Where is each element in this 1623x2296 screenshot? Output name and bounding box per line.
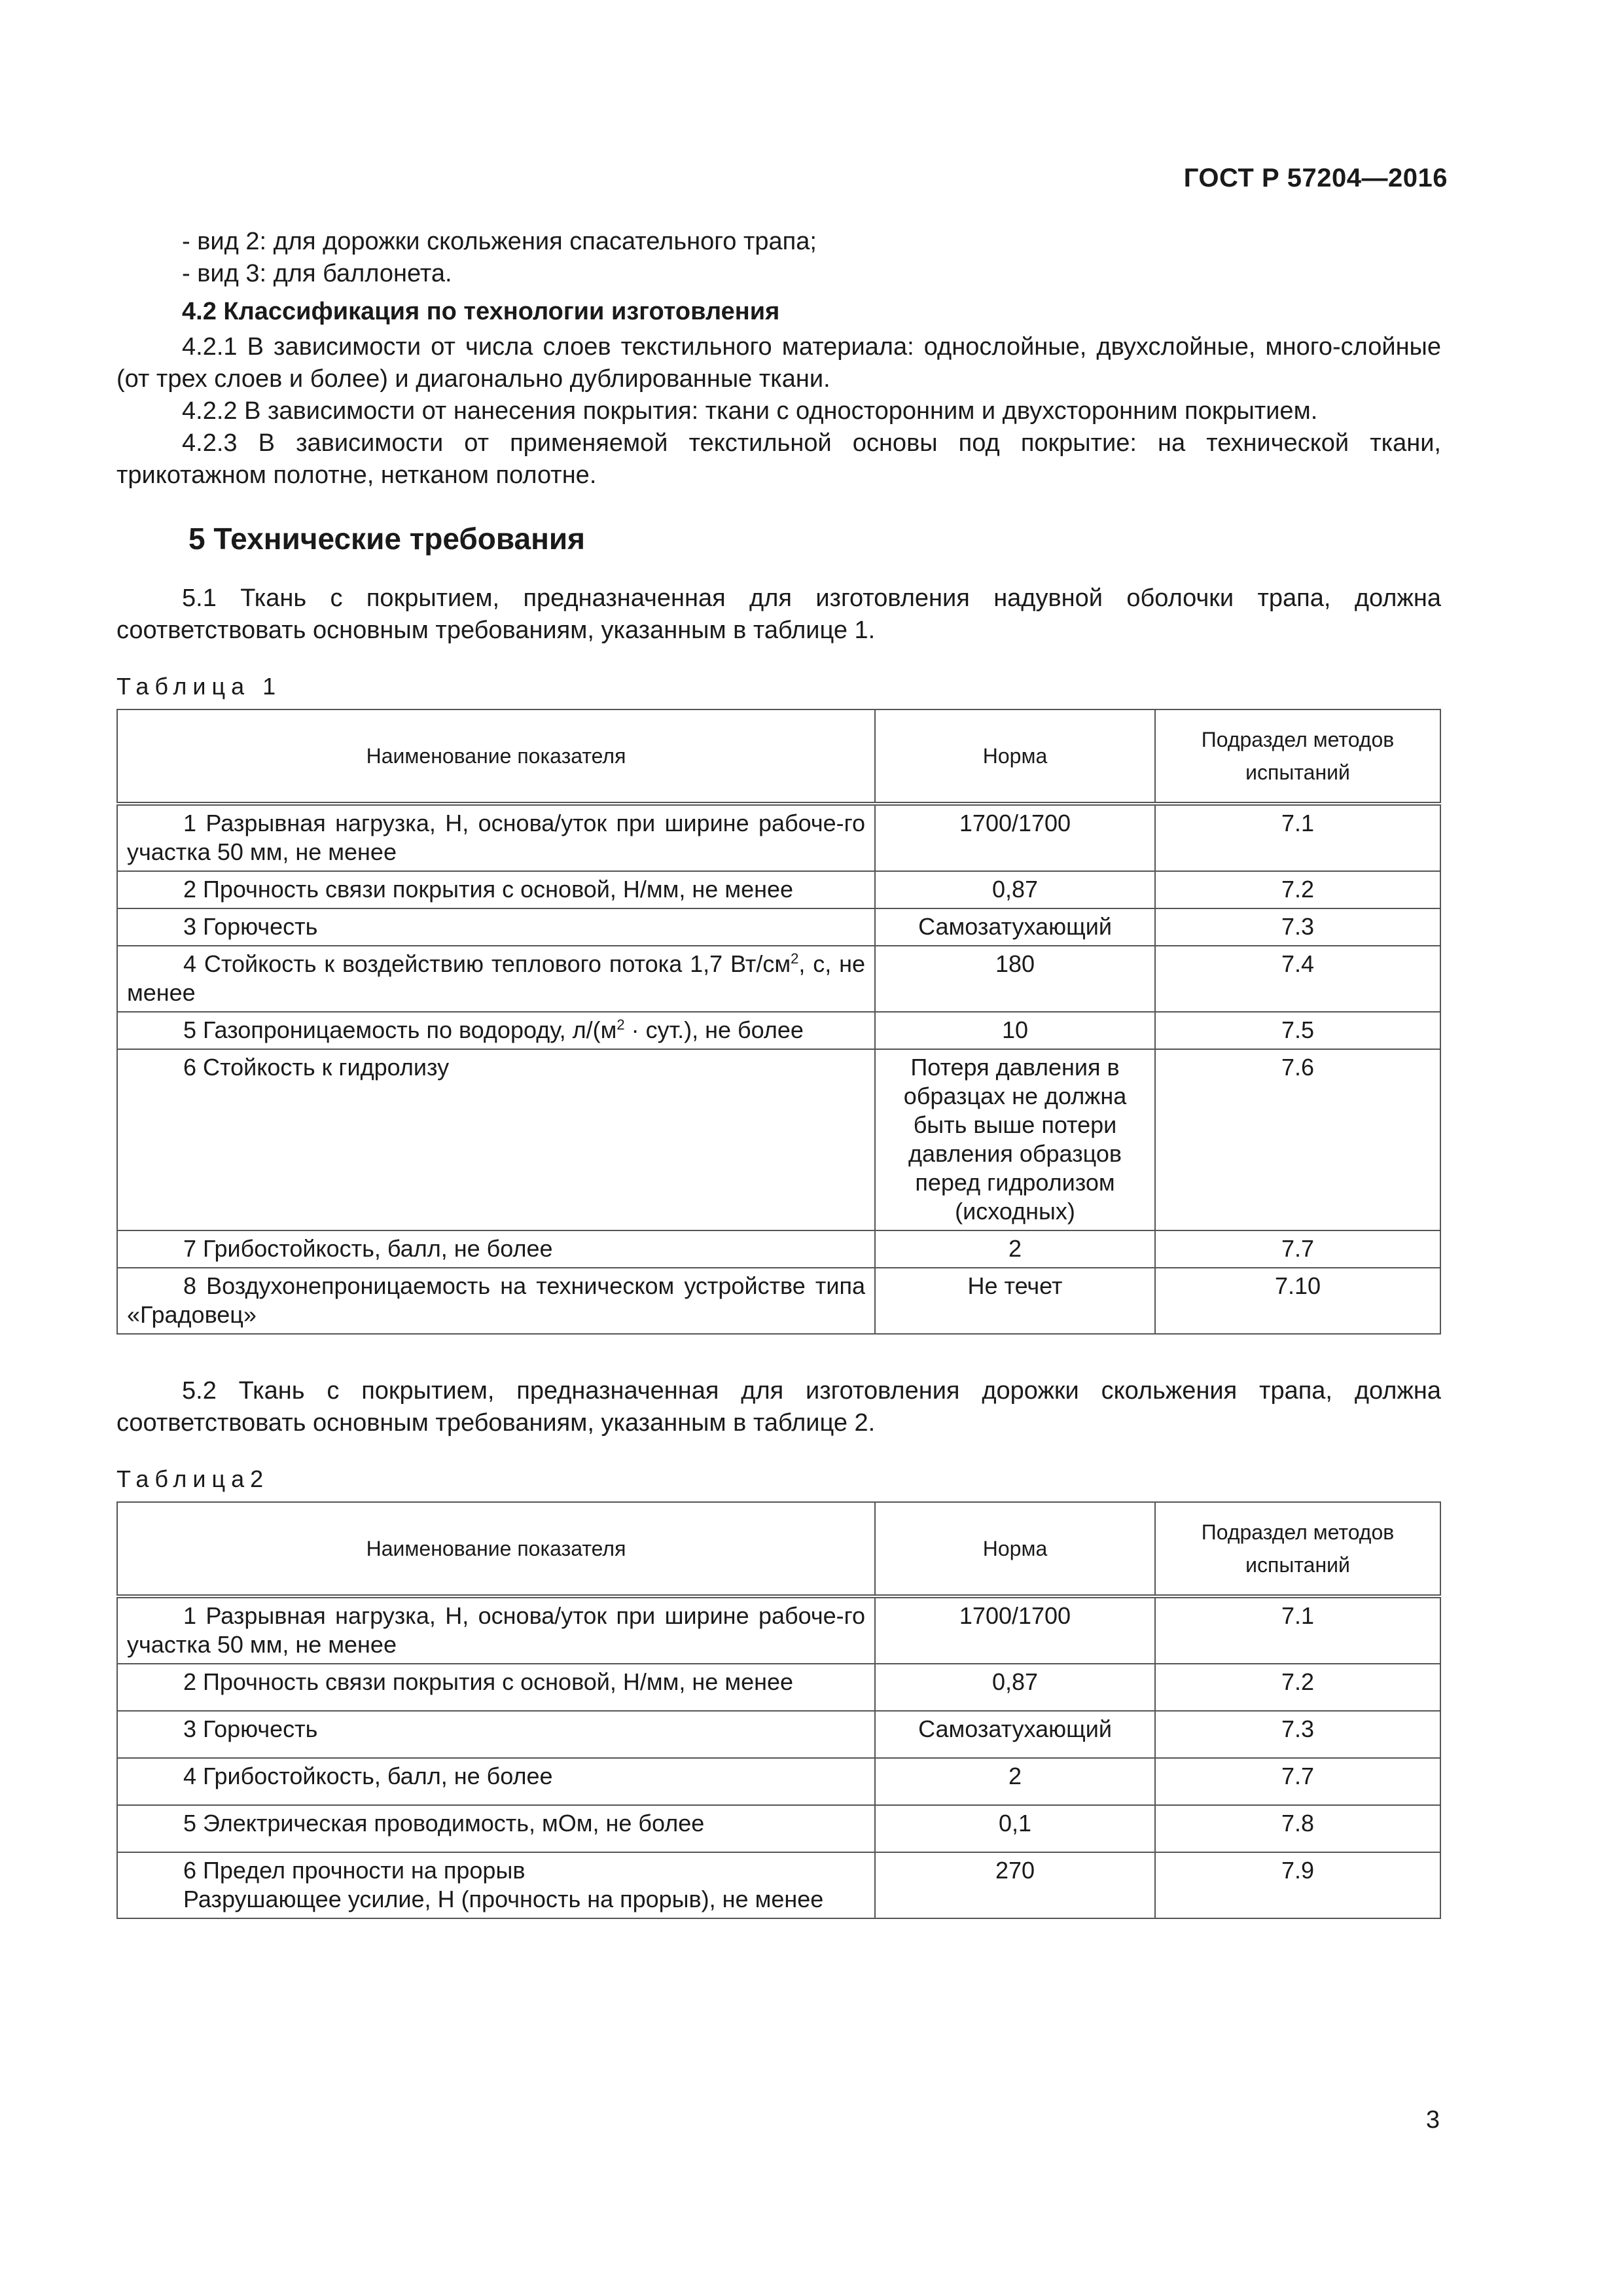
indicator-name-text: , с, не менее — [127, 950, 865, 1006]
indicator-name: 2 Прочность связи покрытия с основой, Н/мм, не менее — [117, 1664, 875, 1711]
table-row — [117, 871, 1440, 908]
norm-value: 0,1 — [875, 1805, 1155, 1852]
indicator-name: 1 Разрывная нагрузка, Н, основа/уток при ширине рабоче-го участка 50 мм, не менее — [117, 804, 875, 871]
table-row — [117, 804, 1440, 871]
list-item: - вид 2: для дорожки скольжения спасательного трапа; — [182, 228, 817, 255]
document-id: ГОСТ Р 57204—2016 — [1183, 164, 1448, 192]
indicator-name: 2 Прочность связи покрытия с основой, Н/мм, не менее — [117, 871, 875, 908]
table-row — [117, 1012, 1440, 1049]
table-header-row — [117, 1502, 1440, 1596]
paragraph-5-2: 5.2 Ткань с покрытием, предназначенная для изготовления дорожки скольжения трапа, должна соответствовать основным требованиям, указанным в таблице 2. — [116, 1377, 1441, 1437]
norm-value: 2 — [875, 1758, 1155, 1805]
table-row — [117, 1268, 1440, 1334]
method-ref: 7.2 — [1155, 871, 1440, 908]
table-row — [117, 1596, 1440, 1664]
method-ref: 7.8 — [1155, 1805, 1440, 1852]
table-row — [117, 1852, 1440, 1918]
table-row — [117, 1758, 1440, 1805]
method-ref: 7.6 — [1155, 1049, 1440, 1230]
page-number: 3 — [1425, 2106, 1440, 2134]
method-ref: 7.3 — [1155, 908, 1440, 946]
indicator-name: 5 Электрическая проводимость, мОм, не более — [117, 1805, 875, 1852]
page-content — [116, 226, 1441, 1919]
norm-value: 2 — [875, 1230, 1155, 1268]
table-header-row — [117, 709, 1440, 804]
indicator-name: 1 Разрывная нагрузка, Н, основа/уток при ширине рабоче-го участка 50 мм, не менее — [117, 1596, 875, 1664]
superscript: 2 — [616, 1016, 625, 1033]
indicator-name: 3 Горючесть — [117, 1711, 875, 1758]
table2-caption: Таблица2 — [116, 1465, 270, 1492]
indicator-name-text: 5 Газопроницаемость по водороду, л/(м — [183, 1016, 617, 1043]
table-row — [117, 1230, 1440, 1268]
norm-value: Самозатухающий — [875, 1711, 1155, 1758]
norm-value: 0,87 — [875, 1664, 1155, 1711]
method-ref: 7.7 — [1155, 1230, 1440, 1268]
paragraph-5-1: 5.1 Ткань с покрытием, предназначенная для изготовления надувной оболочки трапа, должна соответствовать основным требованиям, указанным в таблице 1. — [116, 584, 1441, 644]
table-1 — [116, 709, 1441, 1335]
paragraph-4-2-2: 4.2.2 В зависимости от нанесения покрытия: ткани с односторонним и двухсторонним покрытием. — [182, 397, 1318, 425]
header-norm: Норма — [875, 709, 1155, 804]
indicator-name — [117, 1852, 875, 1918]
norm-value: 10 — [875, 1012, 1155, 1049]
norm-value: 180 — [875, 946, 1155, 1012]
indicator-name-line: Разрушающее усилие, Н (прочность на прорыв), не менее — [183, 1886, 824, 1912]
method-ref: 7.3 — [1155, 1711, 1440, 1758]
superscript: 2 — [791, 950, 799, 967]
method-ref: 7.2 — [1155, 1664, 1440, 1711]
indicator-name-line: 6 Предел прочности на прорыв — [183, 1857, 526, 1884]
table1-caption: Таблица 1 — [116, 673, 282, 700]
method-ref: 7.7 — [1155, 1758, 1440, 1805]
indicator-name: 4 Грибостойкость, балл, не более — [117, 1758, 875, 1805]
indicator-name-text: · сут.), не более — [624, 1016, 804, 1043]
indicator-name: 3 Горючесть — [117, 908, 875, 946]
indicator-name: 7 Грибостойкость, балл, не более — [117, 1230, 875, 1268]
norm-value: 1700/1700 — [875, 1596, 1155, 1664]
indicator-name: 6 Стойкость к гидролизу — [117, 1049, 875, 1230]
header-method: Подраздел методов испытаний — [1155, 709, 1440, 804]
method-ref: 7.5 — [1155, 1012, 1440, 1049]
header-norm: Норма — [875, 1502, 1155, 1596]
table-row — [117, 1805, 1440, 1852]
indicator-name — [117, 946, 875, 1012]
indicator-name — [117, 1012, 875, 1049]
header-name: Наименование показателя — [117, 709, 875, 804]
norm-value: 270 — [875, 1852, 1155, 1918]
list-item: - вид 3: для баллонета. — [182, 260, 452, 287]
table-row — [117, 1711, 1440, 1758]
section-heading-5: 5 Технические требования — [188, 522, 585, 556]
subsection-heading-4-2: 4.2 Классификация по технологии изготовления — [182, 298, 780, 325]
method-ref: 7.4 — [1155, 946, 1440, 1012]
norm-value: Потеря давления в образцах не должна быть выше потери давления образцов перед гидролизом (исходных) — [875, 1049, 1155, 1230]
table-row — [117, 1664, 1440, 1711]
table-row — [117, 908, 1440, 946]
header-name: Наименование показателя — [117, 1502, 875, 1596]
paragraph-4-2-3: 4.2.3 В зависимости от применяемой текстильной основы под покрытие: на технической ткани, трикотажном полотне, нетканом полотне. — [116, 429, 1441, 489]
table-2 — [116, 1501, 1441, 1919]
header-method: Подраздел методов испытаний — [1155, 1502, 1440, 1596]
table-row — [117, 1049, 1440, 1230]
method-ref: 7.10 — [1155, 1268, 1440, 1334]
paragraph-4-2-1: 4.2.1 В зависимости от числа слоев текстильного материала: однослойные, двухслойные, много-слойные (от трех слоев и более) и диагонально дублированные ткани. — [116, 333, 1441, 393]
table-row — [117, 946, 1440, 1012]
method-ref: 7.1 — [1155, 804, 1440, 871]
indicator-name: 8 Воздухонепроницаемость на техническом устройстве типа «Градовец» — [117, 1268, 875, 1334]
norm-value: 0,87 — [875, 871, 1155, 908]
norm-value: 1700/1700 — [875, 804, 1155, 871]
norm-value: Не течет — [875, 1268, 1155, 1334]
norm-value: Самозатухающий — [875, 908, 1155, 946]
method-ref: 7.9 — [1155, 1852, 1440, 1918]
method-ref: 7.1 — [1155, 1596, 1440, 1664]
indicator-name-text: 4 Стойкость к воздействию теплового потока 1,7 Вт/см — [183, 950, 791, 977]
